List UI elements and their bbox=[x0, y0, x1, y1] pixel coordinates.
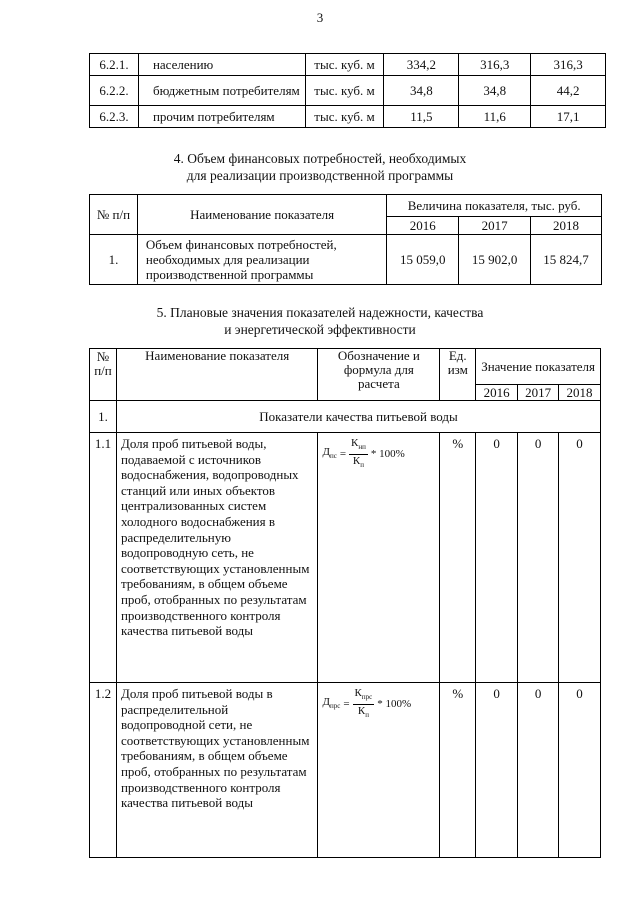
year-2018: 2018 bbox=[531, 217, 602, 235]
value-2018: 316,3 bbox=[531, 54, 606, 76]
table-header-row bbox=[90, 195, 602, 217]
value-2018: 0 bbox=[559, 683, 601, 858]
group-row bbox=[90, 401, 601, 433]
table-row bbox=[90, 106, 606, 128]
value-2016: 34,8 bbox=[384, 76, 459, 106]
row-number: 1. bbox=[90, 235, 138, 285]
header-unit: Ед. изм bbox=[440, 349, 476, 401]
year-2017: 2017 bbox=[459, 217, 531, 235]
header-formula: Обозначение и формула для расчета bbox=[318, 349, 440, 401]
consumer-name: бюджетным потребителям bbox=[138, 76, 305, 106]
value-2016: 334,2 bbox=[384, 54, 459, 76]
table-row bbox=[90, 235, 602, 285]
year-2016: 2016 bbox=[476, 385, 518, 401]
table-row bbox=[90, 54, 606, 76]
section5-title-line1: 5. Плановые значения показателей надежности, качества bbox=[156, 305, 484, 320]
header-name: Наименование показателя bbox=[116, 349, 318, 401]
value-2017: 316,3 bbox=[459, 54, 531, 76]
consumer-name: прочим потребителям bbox=[138, 106, 305, 128]
table-row bbox=[90, 433, 601, 683]
formula-fraction: $\frac{К_{нп}}{К_п}$ bbox=[351, 437, 366, 470]
indicator-name: Объем финансовых потребностей, необходимых для реализации производственной программы bbox=[137, 235, 386, 285]
header-value: Величина показателя, тыс. руб. bbox=[387, 195, 602, 217]
indicator-name: Доля проб питьевой воды в распределительной водопроводной сети, не соответствующих установленным требованиям, в общем объеме проб, отобранных по результатам производственного контроля качества питьевой воды bbox=[116, 683, 318, 858]
table-row bbox=[90, 683, 601, 858]
section5-title bbox=[0, 304, 640, 338]
value-2018: 15 824,7 bbox=[531, 235, 602, 285]
row-number: 6.2.1. bbox=[90, 54, 139, 76]
value-2017: 0 bbox=[518, 683, 559, 858]
value-2018: 17,1 bbox=[531, 106, 606, 128]
year-2018: 2018 bbox=[559, 385, 601, 401]
section4-title-line2: для реализации производственной программы bbox=[186, 168, 454, 183]
value-2018: 44,2 bbox=[531, 76, 606, 106]
value-2016: 0 bbox=[476, 433, 518, 683]
consumption-table bbox=[89, 53, 606, 128]
row-number: 6.2.2. bbox=[90, 76, 139, 106]
financial-needs-table bbox=[89, 194, 602, 285]
consumer-name: населению bbox=[138, 54, 305, 76]
indicator-name: Доля проб питьевой воды, подаваемой с источников водоснабжения, водопроводных станций или иных объектов централизованных систем холодного водоснабжения в распределительную водопроводную сеть, не соответствующих установленным требованиям, в общем объеме проб, отобранных по результатам производственного контроля качества питьевой воды bbox=[116, 433, 318, 683]
value-2017: 0 bbox=[518, 433, 559, 683]
row-number: 6.2.3. bbox=[90, 106, 139, 128]
row-number: 1.2 bbox=[90, 683, 117, 858]
unit: % bbox=[440, 433, 476, 683]
group-number: 1. bbox=[90, 401, 117, 433]
row-number: 1.1 bbox=[90, 433, 117, 683]
formula-fraction: $\frac{К_{прс}}{К_п}$ bbox=[354, 687, 373, 720]
header-num: № п/п bbox=[90, 195, 138, 235]
value-2016: 0 bbox=[476, 683, 518, 858]
value-2018: 0 bbox=[559, 433, 601, 683]
header-name: Наименование показателя bbox=[137, 195, 386, 235]
group-title: Показатели качества питьевой воды bbox=[116, 401, 600, 433]
year-2016: 2016 bbox=[387, 217, 459, 235]
table-header-row bbox=[90, 349, 601, 385]
value-2017: 15 902,0 bbox=[459, 235, 531, 285]
unit: тыс. куб. м bbox=[305, 106, 384, 128]
header-value: Значение показателя bbox=[476, 349, 601, 385]
formula-cell bbox=[318, 433, 440, 683]
table-row bbox=[90, 76, 606, 106]
year-2017: 2017 bbox=[518, 385, 559, 401]
value-2016: 15 059,0 bbox=[387, 235, 459, 285]
unit: % bbox=[440, 683, 476, 858]
section5-title-line2: и энергетической эффективности bbox=[224, 322, 416, 337]
unit: тыс. куб. м bbox=[305, 76, 384, 106]
value-2017: 11,6 bbox=[459, 106, 531, 128]
formula-cell bbox=[318, 683, 440, 858]
value-2016: 11,5 bbox=[384, 106, 459, 128]
section4-title bbox=[0, 150, 640, 184]
section4-title-line1: 4. Объем финансовых потребностей, необходимых bbox=[173, 151, 467, 166]
value-2017: 34,8 bbox=[459, 76, 531, 106]
indicators-table bbox=[89, 348, 601, 858]
formula: $Д_{пс}$ = $\frac{К_{нп}}{К_п}$ * 100% bbox=[322, 433, 435, 472]
page-number: 3 bbox=[316, 10, 324, 25]
unit: тыс. куб. м bbox=[305, 54, 384, 76]
header-num: № п/п bbox=[90, 349, 117, 401]
formula: $Д_{прс}$ = $\frac{К_{прс}}{К_п}$ * 100% bbox=[322, 683, 435, 722]
